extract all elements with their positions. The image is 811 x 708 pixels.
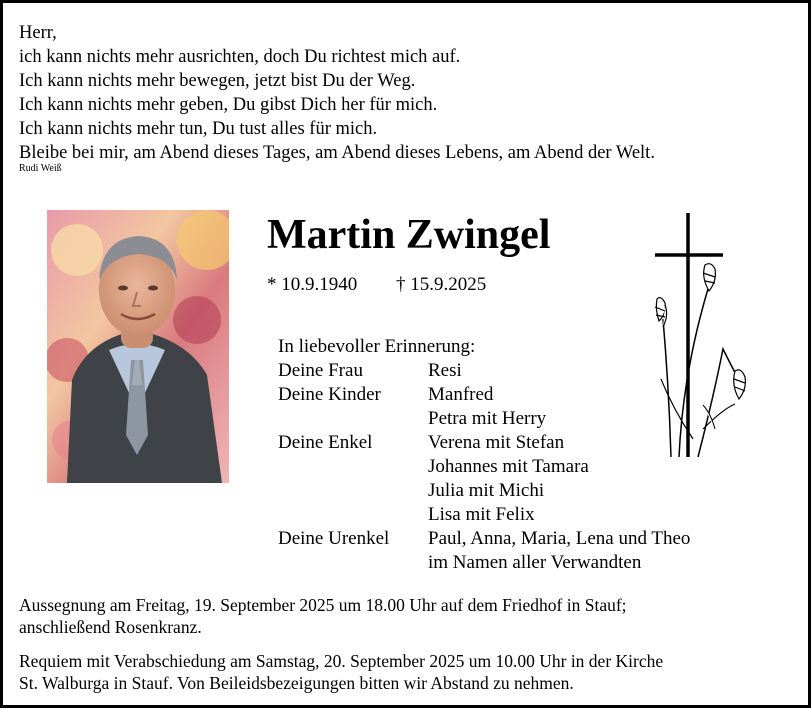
service-line: Requiem mit Verabschiedung am Samstag, 20. September 2025 um 10.00 Uhr in der Kirche [19,651,664,671]
mourner-names [428,383,546,431]
poem-line: Ich kann nichts mehr tun, Du tust alles für mich. [19,119,378,139]
deceased-name: Martin Zwingel [267,212,551,258]
poem-line: Ich kann nichts mehr geben, Du gibst Dich her für mich. [19,95,438,115]
relation-label: Deine Frau [278,360,363,381]
relation-label: Deine Kinder [278,384,381,405]
poem-line: ich kann nichts mehr ausrichten, doch Du richtest mich auf. [19,47,461,67]
mourner-name: Verena mit Stefan [428,432,565,453]
mourners-intro: In liebevoller Erinnerung: [278,336,476,357]
mourner-name: Lisa mit Felix [428,504,535,525]
mourner-row [278,383,690,431]
death-date: † 15.9.2025 [396,274,487,295]
poem-line: Herr, [19,23,57,43]
mourner-name: im Namen aller Verwandten [428,552,642,573]
mourners-list [278,335,690,575]
mourner-name: Resi [428,360,462,381]
mourner-name: Paul, Anna, Maria, Lena und Theo [428,528,691,549]
service-line: Aussegnung am Freitag, 19. September 2025 um 18.00 Uhr auf dem Friedhof in Stauf; [19,595,627,615]
blessing-service-info [19,594,627,638]
poem-line: Ich kann nichts mehr bewegen, jetzt bist Du der Weg. [19,71,416,91]
mourner-row [278,359,690,383]
poem [19,21,655,165]
relation-label: Deine Enkel [278,432,373,453]
mourner-names [428,359,462,383]
birth-date: * 10.9.1940 [267,274,358,295]
relation-label: Deine Urenkel [278,528,390,549]
portrait-photo [47,210,229,483]
poem-author: Rudi Weiß [19,163,62,174]
mourner-name: Petra mit Herry [428,408,547,429]
service-line: anschließend Rosenkranz. [19,617,202,637]
mourner-names [428,431,589,527]
service-line: St. Walburga in Stauf. Von Beileidsbezeigungen bitten wir Abstand zu nehmen. [19,673,574,693]
mourner-name: Julia mit Michi [428,480,545,501]
mourner-name: Johannes mit Tamara [428,456,589,477]
mourner-names [428,527,690,575]
poem-line: Bleibe bei mir, am Abend dieses Tages, am Abend dieses Lebens, am Abend der Welt. [19,143,655,163]
mourner-row [278,527,690,575]
requiem-service-info [19,650,663,694]
mourner-row [278,431,690,527]
mourner-name: Manfred [428,384,494,405]
